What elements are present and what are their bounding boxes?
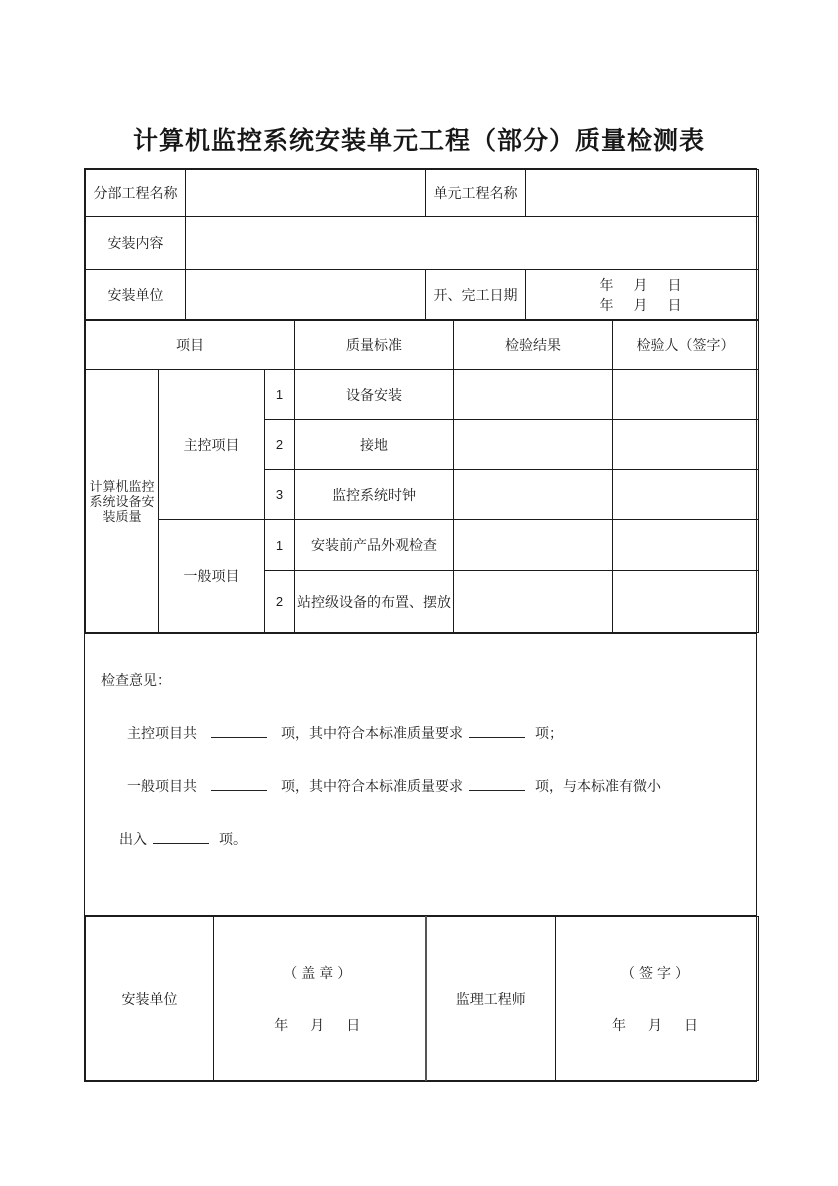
install-unit-seal-cell[interactable] bbox=[214, 917, 426, 1081]
signature-label: （签字） bbox=[621, 964, 693, 981]
page-title: 计算机监控系统安装单元工程（部分）质量检测表 bbox=[132, 127, 705, 155]
header-project: 项目 bbox=[86, 321, 295, 370]
start-finish-date-label: 开、完工日期 bbox=[426, 270, 526, 320]
inspector-cell[interactable] bbox=[613, 420, 759, 470]
result-cell[interactable] bbox=[454, 370, 613, 420]
division-project-label: 分部工程名称 bbox=[86, 170, 186, 217]
result-cell[interactable] bbox=[454, 520, 613, 571]
opinion-text: 出入 bbox=[119, 831, 147, 847]
header-inspection-result: 检验结果 bbox=[454, 321, 613, 370]
opinion-text: 项，其中符合本标准质量要求 bbox=[281, 725, 463, 741]
unit-project-value-cell[interactable] bbox=[526, 170, 759, 217]
opinion-text: 项，其中符合本标准质量要求 bbox=[281, 778, 463, 794]
item-number: 3 bbox=[265, 470, 295, 520]
opinion-line-deviation bbox=[119, 829, 738, 849]
opinion-text: 项。 bbox=[219, 831, 247, 847]
seal-date-placeholder: 年 月 日 bbox=[274, 1016, 365, 1033]
item-number: 2 bbox=[265, 571, 295, 633]
install-unit-label: 安装单位 bbox=[86, 270, 186, 320]
inspector-cell[interactable] bbox=[613, 571, 759, 633]
supervisor-label: 监理工程师 bbox=[426, 917, 556, 1081]
result-cell[interactable] bbox=[454, 420, 613, 470]
result-cell[interactable] bbox=[454, 571, 613, 633]
result-cell[interactable] bbox=[454, 470, 613, 520]
group-label: 计算机监控系统设备安装质量 bbox=[86, 370, 159, 633]
item-text: 安装前产品外观检查 bbox=[295, 520, 454, 571]
opinion-text: 项，与本标准有微小 bbox=[535, 778, 661, 794]
quality-inspection-form bbox=[84, 168, 757, 1082]
fill-in-blank[interactable] bbox=[211, 723, 267, 738]
install-content-value-cell[interactable] bbox=[186, 217, 759, 270]
inspection-opinion-section bbox=[85, 633, 756, 916]
item-number: 1 bbox=[265, 520, 295, 571]
fill-in-blank[interactable] bbox=[153, 829, 209, 844]
item-text: 监控系统时钟 bbox=[295, 470, 454, 520]
inspection-items-table bbox=[85, 320, 759, 633]
fill-in-blank[interactable] bbox=[211, 776, 267, 791]
supervisor-signature-cell[interactable] bbox=[556, 917, 759, 1081]
start-date-placeholder: 年 月 日 bbox=[599, 276, 685, 293]
info-table bbox=[85, 169, 759, 320]
signature-table bbox=[85, 916, 759, 1081]
category-main-control: 主控项目 bbox=[159, 370, 265, 520]
fill-in-blank[interactable] bbox=[469, 723, 525, 738]
opinion-text: 一般项目共 bbox=[127, 778, 197, 794]
install-content-label: 安装内容 bbox=[86, 217, 186, 270]
footer-install-unit-label: 安装单位 bbox=[86, 917, 214, 1081]
unit-project-label: 单元工程名称 bbox=[426, 170, 526, 217]
item-number: 1 bbox=[265, 370, 295, 420]
item-number: 2 bbox=[265, 420, 295, 470]
item-text: 设备安装 bbox=[295, 370, 454, 420]
header-inspector-signature: 检验人（签字） bbox=[613, 321, 759, 370]
seal-label: （盖章） bbox=[283, 964, 356, 981]
finish-date-placeholder: 年 月 日 bbox=[599, 296, 685, 313]
opinion-line-general bbox=[127, 776, 738, 796]
opinion-line-main-control bbox=[127, 723, 738, 743]
category-general: 一般项目 bbox=[159, 520, 265, 633]
inspector-cell[interactable] bbox=[613, 470, 759, 520]
start-finish-date-value-cell[interactable] bbox=[526, 270, 759, 320]
inspector-cell[interactable] bbox=[613, 520, 759, 571]
opinion-heading: 检查意见： bbox=[101, 672, 171, 688]
opinion-text: 项； bbox=[535, 725, 563, 741]
install-unit-value-cell[interactable] bbox=[186, 270, 426, 320]
division-project-value-cell[interactable] bbox=[186, 170, 426, 217]
item-text: 接地 bbox=[295, 420, 454, 470]
signature-date-placeholder: 年 月 日 bbox=[612, 1016, 702, 1033]
opinion-text: 主控项目共 bbox=[127, 725, 197, 741]
fill-in-blank[interactable] bbox=[469, 776, 525, 791]
item-text: 站控级设备的布置、摆放 bbox=[295, 571, 454, 633]
header-quality-standard: 质量标准 bbox=[295, 321, 454, 370]
inspector-cell[interactable] bbox=[613, 370, 759, 420]
